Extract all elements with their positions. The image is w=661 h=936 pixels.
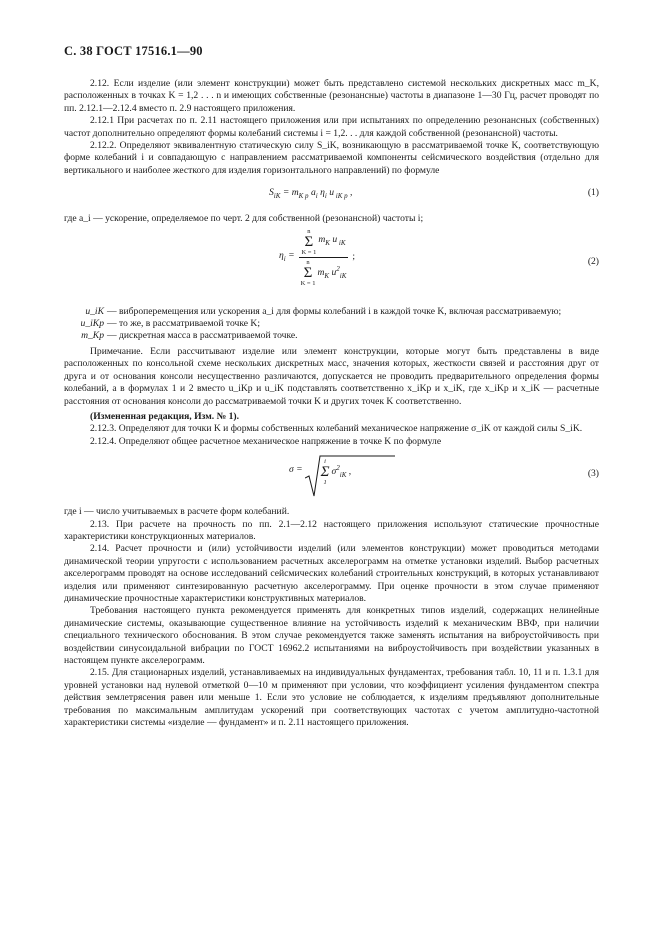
paragraph-requirements: Требования настоящего пункта рекомендуется применять для конкретных типов изделий, содержащих нелинейные динамические системы, оказывающие существенное влияние на устойчивость изделий к механическим ВВФ, при наличии специального технического обоснования. В этом случае рекомендуется также заменять испытания на виброустойчивость при воздействии синусоидальной вибрации по ГОСТ 16962.2 испытаниями на виброустойчивость при воздействии указанных в настоящем пункте акселерограмм. [64,605,599,666]
note-paragraph: Примечание. Если рассчитывают изделие или элемент конструкции, которые могут быть представлены в виде расположенных по консольной схеме нескольких дискретных масс, значения которых, жесткости связей и расстояния друг от друга и от основания консоли несущественно различаются, допускается не проводить предварительного определения формы колебаний, а в формулах 1 и 2 вместо u_iKp и u_iK подставлять соответственно x_iKp и x_iK, где x_iKp и x_iK — расчетные расстояния от основания консоли до рассматриваемой точки K и других точек K соответственно. [64,345,599,407]
paragraph-2-13: 2.13. При расчете на прочность по пп. 2.1—2.12 настоящего приложения используют статические прочностные характеристики конструкционных материалов. [64,518,599,542]
formula-2-number: (2) [587,255,599,267]
formula-1-expression: $S_{iK} = m_{K p}$ $a_i$ $\eta_i$ u $_{iK p}$ , [269,187,353,201]
formula-3-expression: σ = i Σ 1 $\sigma^2_{iK}$ , [289,454,351,486]
page-header: С. 38 ГОСТ 17516.1—90 [64,44,203,58]
definition-term: m_Kp [81,330,104,342]
formula-3-number: (3) [587,468,599,480]
definition-item [74,330,599,342]
definition-term: u_iKp [80,318,104,330]
paragraph-2-15: 2.15. Для стационарных изделий, устанавливаемых на индивидуальных фундаментах, требования табл. 10, 11 и п. 1.3.1 для уровней установки над нулевой отметкой 0—10 м применяют при условии, что коэффициент усиления фундаментом спектра действия землетрясения равен или меньше 1. Если это условие не соблюдается, к изделиям предъявляют дополнительные требования по максимальным амплитудам ускорений при соответствующих частотах с учетом амплитудно-частотной характеристики системы «изделие — фундамент» и п. 2.11 настоящего приложения. [64,667,599,729]
definition-item [74,318,599,330]
definition-item [74,306,599,318]
paragraph-2-14: 2.14. Расчет прочности и (или) устойчивости изделий (или элементов конструкции) может проводиться методами динамической теории упругости с использованием расчетных акселерограмм на отметке установки изделий. Выбор расчетных акселерограмм проводят на основе исследований сейсмических колебаний строительных конструкций, в которых устанавливают изделия или применяют синтезированную расчетную акселерограмму. При оценке прочности в этом случае применяют динамические прочностные характеристики конструктивных материалов. [64,543,599,604]
where-acceleration: где a_i — ускорение, определяемое по черт. 2 для собственной (резонансной) частоты i; [64,213,424,225]
definition-text: — то же, в рассматриваемой точке K; [107,318,260,330]
definitions-list [74,306,599,343]
paragraph-2-12-4: 2.12.4. Определяют общее расчетное механическое напряжение в точке K по формуле [90,435,442,447]
definition-text: — дискретная масса в рассматриваемой точке. [107,330,298,342]
definition-term: u_iK [85,305,104,317]
formula-2-expression: $\eta_i$ = n Σ K = 1 $m_K$ u $_{iK}$ n Σ K = 1 $m_K$ $u^2_{iK}$ ; [279,227,356,287]
radical-sign [305,454,395,498]
paragraph-2-12: 2.12. Если изделие (или элемент конструкции) может быть представлено системой нескольких дискретных масс m_K, расположенных в точках K = 1,2 . . . n и имеющих собственные (резонансные) частоты в диапазоне 1—30 Гц, расчет проводят по пп. 2.12.1—2.12.4 вместо п. 2.9 настоящего приложения. [64,78,599,114]
paragraph-2-12-1: 2.12.1 При расчетах по п. 2.11 настоящего приложения или при испытаниях по определению резонансных (собственных) частот дополнительно определяют формы колебаний системы i = 1,2. . . для каждой собственной (резонансной) частоты. [64,115,599,139]
formula-1 [64,185,599,207]
paragraph-2-12-3: 2.12.3. Определяют для точки K и формы собственных колебаний механическое напряжение σ_iK от каждой силы S_iK. [90,423,583,435]
formula-1-number: (1) [587,187,599,199]
formula-3 [64,454,599,502]
formula-2 [64,228,599,300]
definition-text: — виброперемещения или ускорения a_i для формы колебаний i в каждой точке K, включая рассматриваемую; [107,305,562,317]
paragraph-2-12-2: 2.12.2. Определяют эквивалентную статическую силу S_iK, возникающую в рассматриваемой точке K, соответствующую форме колебаний i и совпадающую с направлением рассматриваемой компоненты сейсмического воздействия (отдельно для вертикального и наиболее жесткого для изделия горизонтального направлений) по формуле [64,140,599,176]
amendment-note: (Измененная редакция, Изм. № 1). [90,410,240,422]
document-body [64,78,599,729]
where-count: где i — число учитываемых в расчете форм колебаний. [64,506,290,518]
